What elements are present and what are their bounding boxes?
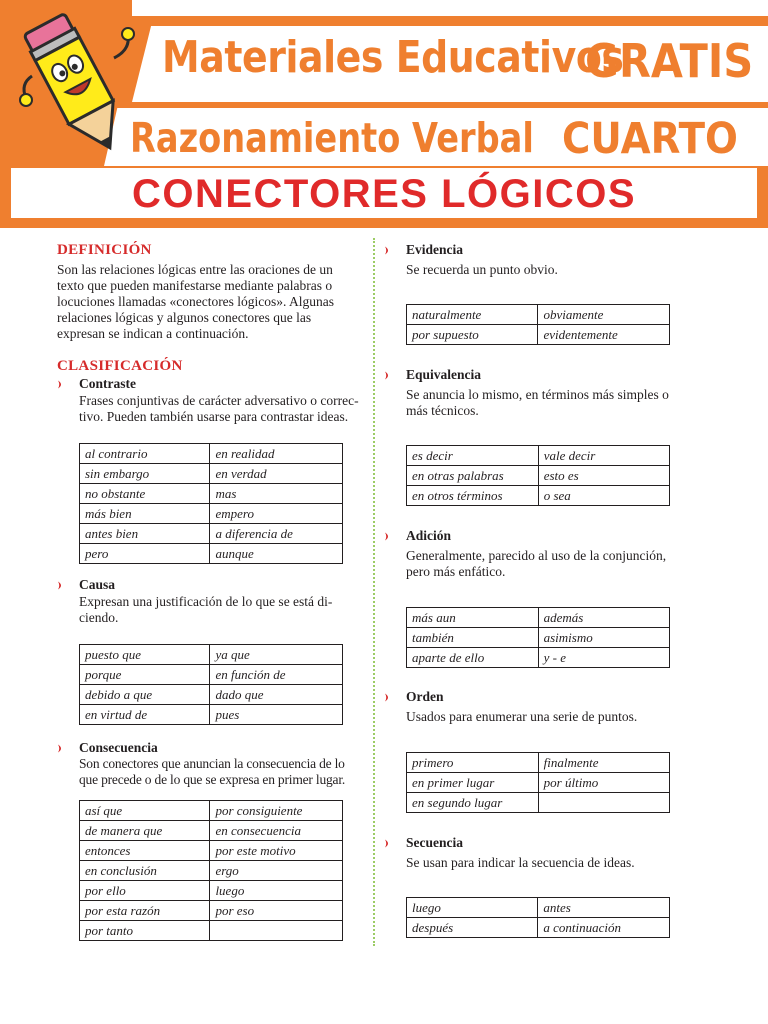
- table-row: [80, 685, 343, 705]
- table-row: [407, 628, 670, 648]
- table-row: [80, 705, 343, 725]
- table-cell: obviamente: [538, 305, 670, 325]
- table-row: [80, 504, 343, 524]
- clasificacion-heading: CLASIFICACIÓN: [57, 358, 183, 374]
- table-cell: ya que: [210, 645, 343, 665]
- table-row: [80, 464, 343, 484]
- text-line: texto que pueden manifestarse mediante palabras o: [57, 278, 333, 293]
- table-cell: de manera que: [80, 821, 210, 841]
- table-cell: primero: [407, 753, 539, 773]
- text-line: Se usan para indicar la secuencia de ideas.: [406, 855, 635, 870]
- text-line: expresan se indican a continuación.: [57, 326, 249, 341]
- table-cell: no obstante: [80, 484, 210, 504]
- adicion-title: Adición: [406, 528, 452, 543]
- table-cell: pues: [210, 705, 343, 725]
- table-row: [407, 898, 670, 918]
- pencil-mascot-icon: [14, 6, 140, 166]
- table-cell: finalmente: [538, 753, 669, 773]
- table-cell: en virtud de: [80, 705, 210, 725]
- table-cell: por último: [538, 773, 669, 793]
- table-cell: más bien: [80, 504, 210, 524]
- table-cell: ergo: [210, 861, 343, 881]
- header-subject: Razonamiento Verbal: [130, 114, 534, 162]
- definicion-heading: DEFINICIÓN: [57, 242, 152, 258]
- table-cell: esto es: [538, 466, 669, 486]
- bullet-icon: [57, 581, 64, 590]
- secuencia-title: Secuencia: [406, 835, 463, 850]
- table-row: [407, 446, 670, 466]
- table-cell: empero: [210, 504, 343, 524]
- contraste-text: [79, 393, 369, 425]
- table-cell: a continuación: [538, 918, 670, 938]
- page-header: [0, 0, 768, 228]
- causa-table: [79, 644, 343, 725]
- table-cell: por consiguiente: [210, 801, 343, 821]
- table-row: [80, 544, 343, 564]
- table-cell: luego: [210, 881, 343, 901]
- table-cell: en otras palabras: [407, 466, 539, 486]
- table-row: [80, 821, 343, 841]
- bullet-icon: [384, 839, 391, 848]
- table-cell: por esta razón: [80, 901, 210, 921]
- table-row: [80, 801, 343, 821]
- contraste-title: Contraste: [79, 376, 136, 391]
- table-cell: vale decir: [538, 446, 669, 466]
- text-line: Generalmente, parecido al uso de la conjunción,: [406, 548, 667, 563]
- table-cell: [210, 921, 343, 941]
- table-cell: aparte de ello: [407, 648, 539, 668]
- consecuencia-text: [79, 756, 371, 788]
- table-row: [80, 444, 343, 464]
- text-line: que precede o de lo que se expresa en primer lugar.: [79, 772, 346, 787]
- text-line: Son las relaciones lógicas entre las oraciones de un: [57, 262, 333, 277]
- text-line: relaciones lógicas y algunos conectores que las: [57, 310, 312, 325]
- table-cell: sin embargo: [80, 464, 210, 484]
- adicion-text: [406, 548, 716, 580]
- table-cell: en segundo lugar: [407, 793, 539, 813]
- header-brand-title: Materiales Educativos: [162, 32, 624, 83]
- table-cell: luego: [407, 898, 538, 918]
- table-cell: aunque: [210, 544, 343, 564]
- bullet-icon: [384, 693, 391, 702]
- table-cell: en verdad: [210, 464, 343, 484]
- table-cell: entonces: [80, 841, 210, 861]
- table-cell: antes: [538, 898, 670, 918]
- table-cell: por supuesto: [407, 325, 538, 345]
- table-cell: más aun: [407, 608, 539, 628]
- table-cell: es decir: [407, 446, 539, 466]
- header-top-strip: [132, 0, 768, 16]
- table-cell: en realidad: [210, 444, 343, 464]
- equivalencia-title: Equivalencia: [406, 367, 482, 382]
- table-cell: o sea: [538, 486, 669, 506]
- table-row: [407, 305, 670, 325]
- table-cell: debido a que: [80, 685, 210, 705]
- table-row: [407, 466, 670, 486]
- table-cell: en primer lugar: [407, 773, 539, 793]
- table-cell: además: [538, 608, 669, 628]
- table-cell: [538, 793, 669, 813]
- text-line: Son conectores que anuncian la consecuencia de lo: [79, 756, 345, 771]
- table-row: [80, 524, 343, 544]
- table-cell: a diferencia de: [210, 524, 343, 544]
- table-row: [80, 645, 343, 665]
- evidencia-table: [406, 304, 670, 345]
- text-line: tivo. Pueden también usarse para contrastar ideas.: [79, 409, 349, 424]
- equivalencia-table: [406, 445, 670, 506]
- table-cell: pero: [80, 544, 210, 564]
- consecuencia-title: Consecuencia: [79, 740, 158, 755]
- consecuencia-table: [79, 800, 343, 941]
- table-row: [80, 921, 343, 941]
- table-row: [407, 773, 670, 793]
- table-row: [407, 608, 670, 628]
- text-line: ciendo.: [79, 610, 119, 625]
- causa-text: [79, 594, 365, 626]
- causa-title: Causa: [79, 577, 116, 592]
- table-row: [407, 753, 670, 773]
- table-row: [407, 325, 670, 345]
- table-cell: y - e: [538, 648, 669, 668]
- table-row: [407, 648, 670, 668]
- column-divider: [373, 238, 375, 946]
- definicion-text: [57, 262, 365, 342]
- table-cell: asimismo: [538, 628, 669, 648]
- secuencia-table: [406, 897, 670, 938]
- header-grade: CUARTO: [562, 114, 738, 164]
- table-cell: en otros términos: [407, 486, 539, 506]
- title-box: [9, 166, 759, 220]
- text-line: Expresan una justificación de lo que se está di-: [79, 594, 333, 609]
- table-cell: por tanto: [80, 921, 210, 941]
- table-cell: evidentemente: [538, 325, 670, 345]
- bullet-icon: [384, 532, 391, 541]
- table-row: [80, 901, 343, 921]
- table-row: [80, 484, 343, 504]
- text-line: Usados para enumerar una serie de puntos.: [406, 709, 638, 724]
- table-cell: en consecuencia: [210, 821, 343, 841]
- table-cell: porque: [80, 665, 210, 685]
- text-line: Se recuerda un punto obvio.: [406, 262, 558, 277]
- table-row: [407, 486, 670, 506]
- table-cell: dado que: [210, 685, 343, 705]
- table-cell: en conclusión: [80, 861, 210, 881]
- bullet-icon: [57, 744, 64, 753]
- contraste-table: [79, 443, 343, 564]
- evidencia-title: Evidencia: [406, 242, 464, 257]
- table-cell: en función de: [210, 665, 343, 685]
- table-row: [407, 918, 670, 938]
- table-row: [80, 841, 343, 861]
- orden-title: Orden: [406, 689, 444, 704]
- table-row: [80, 881, 343, 901]
- equivalencia-text: [406, 387, 706, 419]
- bullet-icon: [384, 371, 391, 380]
- adicion-table: [406, 607, 670, 668]
- table-row: [80, 861, 343, 881]
- table-cell: por ello: [80, 881, 210, 901]
- text-line: Frases conjuntivas de carácter adversativo o correc-: [79, 393, 359, 408]
- bullet-icon: [57, 380, 64, 389]
- page-title: CONECTORES LÓGICOS: [131, 172, 637, 216]
- text-line: pero más enfático.: [406, 564, 506, 579]
- orden-text: [406, 709, 706, 725]
- table-cell: puesto que: [80, 645, 210, 665]
- text-line: Se anuncia lo mismo, en términos más simples o: [406, 387, 669, 402]
- orden-table: [406, 752, 670, 813]
- secuencia-text: [406, 855, 706, 871]
- table-cell: antes bien: [80, 524, 210, 544]
- evidencia-text: [406, 262, 706, 278]
- table-cell: por este motivo: [210, 841, 343, 861]
- table-cell: por eso: [210, 901, 343, 921]
- table-row: [407, 793, 670, 813]
- table-cell: así que: [80, 801, 210, 821]
- bullet-icon: [384, 246, 391, 255]
- table-cell: mas: [210, 484, 343, 504]
- table-cell: también: [407, 628, 539, 648]
- table-cell: después: [407, 918, 538, 938]
- text-line: más técnicos.: [406, 403, 479, 418]
- table-cell: naturalmente: [407, 305, 538, 325]
- table-row: [80, 665, 343, 685]
- text-line: locuciones llamadas «conectores lógicos». Algunas: [57, 294, 335, 309]
- header-gratis-label: GRATIS: [585, 34, 754, 88]
- table-cell: al contrario: [80, 444, 210, 464]
